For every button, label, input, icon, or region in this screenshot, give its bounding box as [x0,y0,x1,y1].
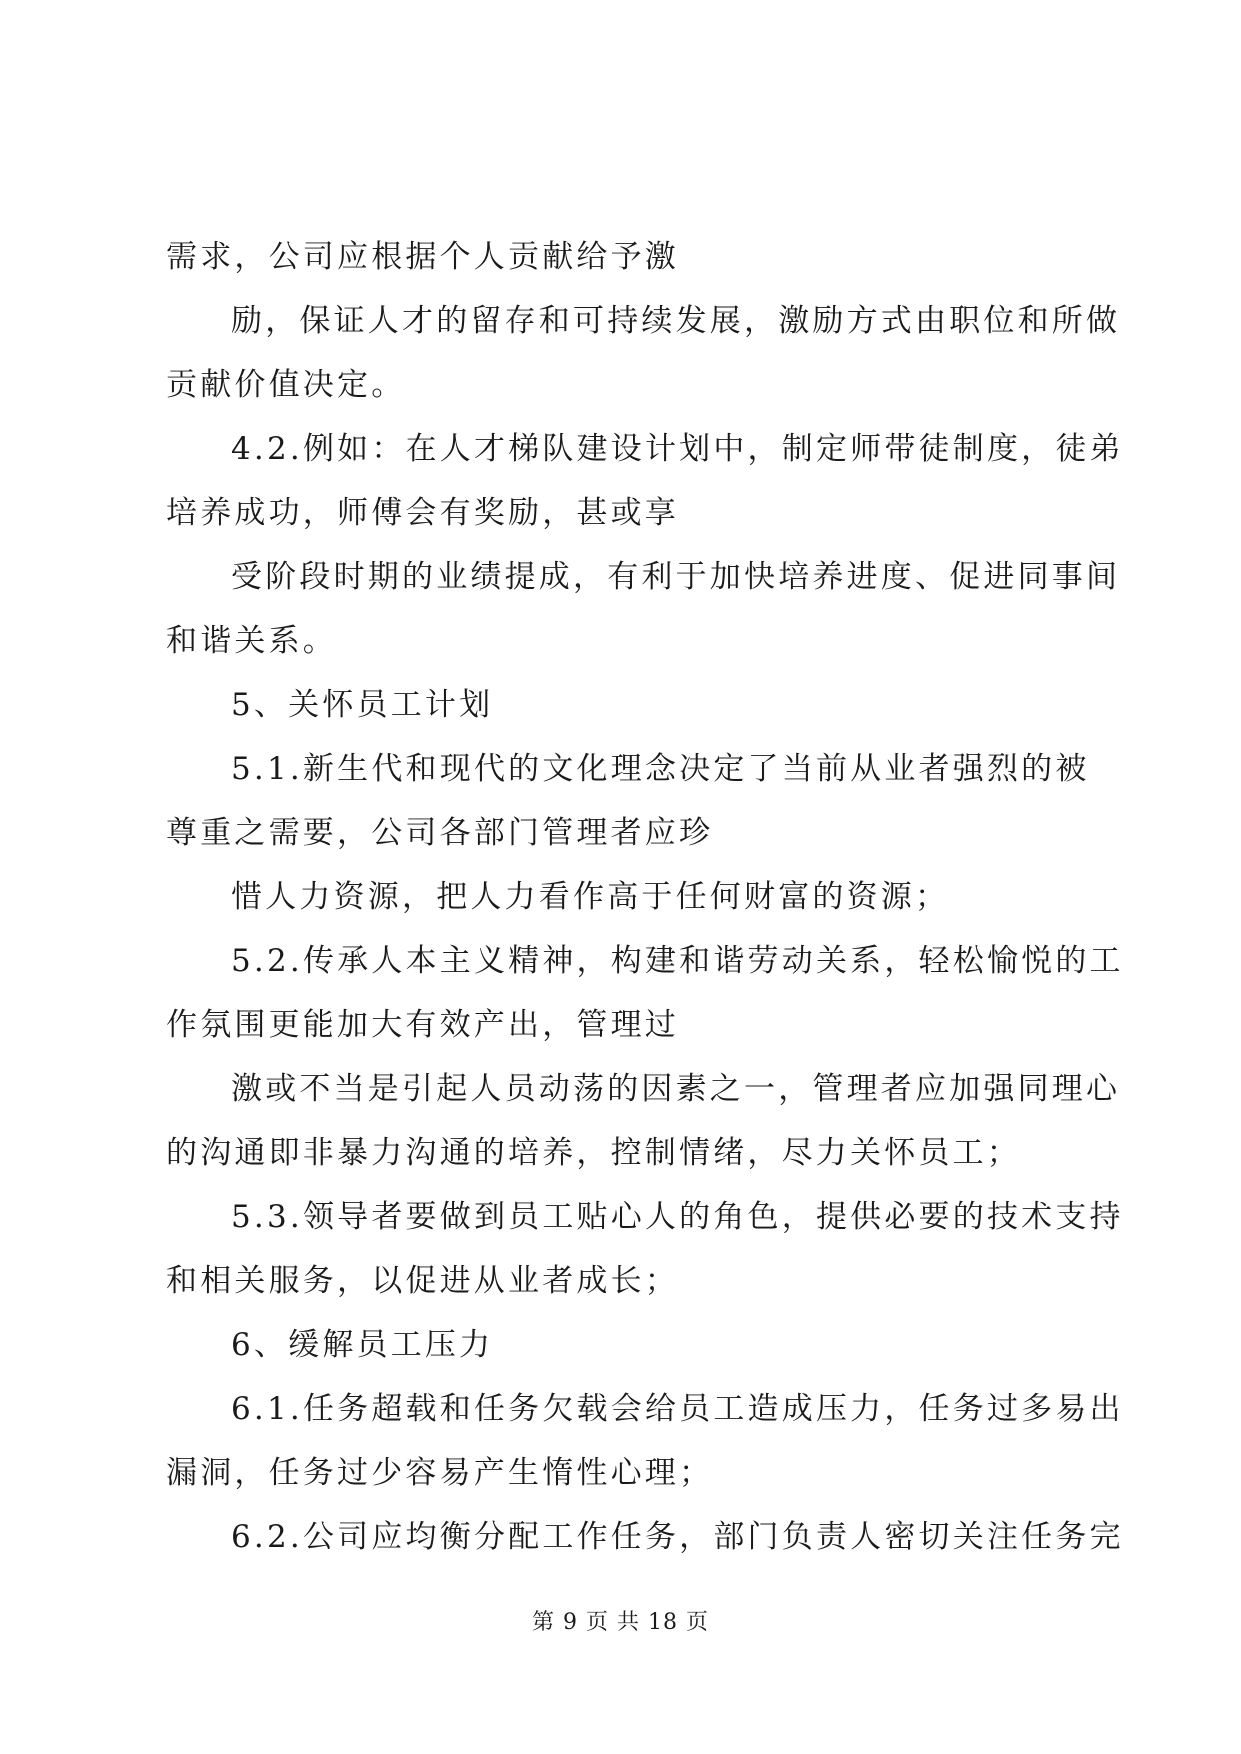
body-text-line: 励，保证人才的留存和可持续发展，激励方式由职位和所做 [231,303,1121,339]
body-text-line: 培养成功，师傅会有奖励，甚或享 [166,495,679,531]
body-text-line: 需求，公司应根据个人贡献给予激 [166,239,679,275]
body-text-line: 和谐关系。 [166,623,337,659]
body-text-line: 5.1.新生代和现代的文化理念决定了当前从业者强烈的被 [231,751,1090,787]
body-text-line: 作氛围更能加大有效产出，管理过 [166,1007,679,1043]
body-text-line: 受阶段时期的业绩提成，有利于加快培养进度、促进同事间 [231,559,1121,595]
body-text-line: 4.2.例如：在人才梯队建设计划中，制定师带徒制度，徒弟 [231,431,1124,467]
body-text-line: 漏洞，任务过少容易产生惰性心理； [166,1455,714,1491]
body-text-line: 的沟通即非暴力沟通的培养，控制情绪，尽力关怀员工； [166,1135,1021,1171]
body-text-line: 激或不当是引起人员动荡的因素之一，管理者应加强同理心 [231,1071,1121,1107]
body-text-line: 惜人力资源，把人力看作高于任何财富的资源； [231,879,950,915]
page-number-footer: 第 9 页 共 18 页 [532,1610,709,1635]
body-text-line: 尊重之需要，公司各部门管理者应珍 [166,815,714,851]
section-heading: 6、缓解员工压力 [231,1327,494,1363]
body-text-line: 5.3.领导者要做到员工贴心人的角色，提供必要的技术支持 [231,1199,1124,1235]
body-text-line: 贡献价值决定。 [166,367,406,403]
section-heading: 5、关怀员工计划 [231,687,494,723]
body-text-line: 6.1.任务超载和任务欠载会给员工造成压力，任务过多易出 [231,1391,1124,1427]
body-text-line: 5.2.传承人本主义精神，构建和谐劳动关系，轻松愉悦的工 [231,943,1124,979]
body-text-line: 6.2.公司应均衡分配工作任务，部门负责人密切关注任务完 [231,1519,1124,1555]
body-text-line: 和相关服务，以促进从业者成长； [166,1263,679,1299]
